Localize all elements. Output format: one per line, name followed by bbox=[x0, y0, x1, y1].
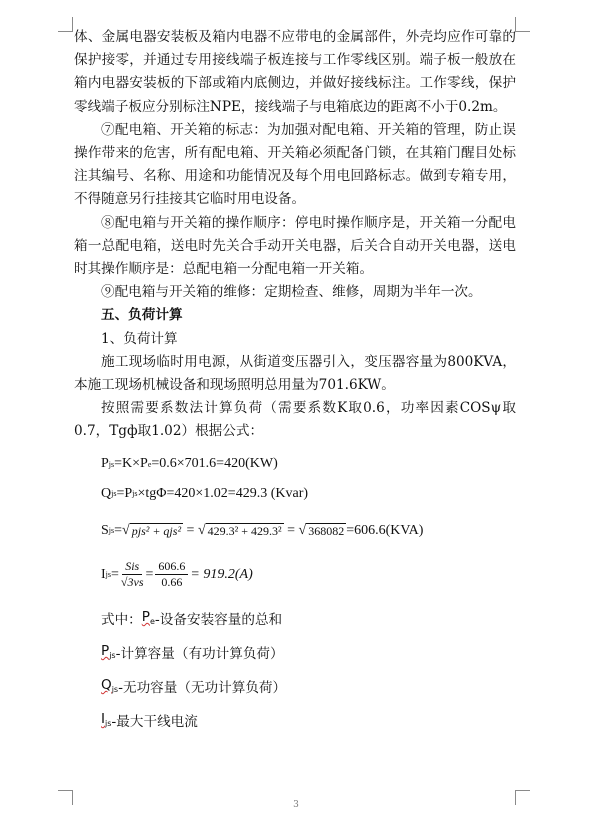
paragraph-box-marking: ⑦配电箱、开关箱的标志：为加强对配电箱、开关箱的管理，防止误操作带来的危害，所有配电箱、开关箱必须配备门锁，在其箱门醒目处标注其编号、名称、用途和功能情况及每个用电回路标志。做到专箱专用，不得随意另行挂接其它临时用电设备。 bbox=[74, 121, 516, 208]
formula-pjs-lhs: P bbox=[101, 456, 109, 472]
formula-sjs-sqrt2: 429.3² + 429.3² bbox=[207, 523, 282, 538]
formula-sjs-lhs: S bbox=[101, 522, 109, 538]
formula-qjs-lhs: Q bbox=[101, 485, 112, 501]
definition-ijs bbox=[74, 703, 516, 737]
fraction-2-numerator: 606.6 bbox=[155, 559, 188, 575]
definition-pe-symbol: $P_e$ bbox=[141, 609, 155, 627]
formula-pjs-rhs1-sub: e bbox=[147, 459, 152, 469]
definition-pjs-text: -计算容量（有功计算负荷） bbox=[115, 645, 284, 662]
formula-ijs-result: = 919.2(A) bbox=[190, 566, 253, 582]
fraction-1-denominator: √3vs bbox=[120, 575, 144, 590]
definition-ijs-text: -最大干线电流 bbox=[111, 713, 198, 730]
formula-ijs-eq: = bbox=[111, 566, 119, 582]
fraction-1-numerator: Sis bbox=[122, 559, 142, 575]
sqrt-sign-icon: √ bbox=[122, 522, 130, 538]
paragraph-maintenance: ⑨配电箱与开关箱的维修：定期检查、维修，周期为半年一次。 bbox=[101, 284, 482, 301]
formula-qjs-lhs-sub: js bbox=[111, 489, 117, 499]
formula-pjs-lhs-sub: js bbox=[108, 459, 115, 469]
paragraph-operation-order: ⑧配电箱与开关箱的操作顺序：停电时操作顺序是，开关箱一分配电箱一总配电箱，送电时先关合手动开关电器，后关合自动开关电器，送电时其操作顺序是：总配电箱一分配电箱一开关箱。 bbox=[74, 214, 516, 278]
page-number: 3 bbox=[293, 800, 299, 810]
paragraph-grounding: 体、金属电器安装板及箱内电器不应带电的金属部件，外壳均应作可靠的保护接零，并通过专用接线端子板连接与工作零线区别。端子板一般放在箱内电器安装板的下部或箱内底侧边，并做好接线标注。工作零线，保护零线端子板应分别标注NPE，接线端子与电箱底边的距离不小于0.2m。 bbox=[74, 29, 516, 115]
fraction-2 bbox=[155, 559, 188, 590]
sqrt-sign-icon: √ bbox=[197, 522, 206, 538]
definition-pjs bbox=[74, 635, 516, 669]
formula-ijs bbox=[74, 553, 516, 597]
paragraph-method: 按照需要系数法计算负荷（需要系数K取0.6，功率因素COSψ取0.7，Tgф取1.02）根据公式： bbox=[74, 400, 516, 440]
formula-sjs-eq: = bbox=[114, 522, 123, 538]
subsection-heading: 1、负荷计算 bbox=[101, 330, 178, 347]
document-page bbox=[74, 26, 516, 737]
definition-qjs bbox=[74, 669, 516, 703]
formula-qjs bbox=[74, 479, 516, 509]
equals-sign-2: = bbox=[283, 522, 299, 538]
equals-sign-1: = bbox=[183, 522, 198, 538]
formula-sjs-result: =606.6(KVA) bbox=[346, 522, 424, 538]
definition-ijs-symbol: $I_{js}$ bbox=[101, 711, 112, 729]
definition-pjs-symbol: $P_{js}$ bbox=[101, 643, 116, 661]
sqrt-sign-icon: √ bbox=[298, 522, 307, 538]
crop-mark-top-left bbox=[58, 17, 73, 32]
formula-sjs-lhs-sub: js bbox=[108, 526, 115, 536]
definition-prefix: 式中： bbox=[101, 611, 142, 628]
formula-sjs-sqrt1: pjs² + qjs² bbox=[131, 523, 182, 538]
definition-pe bbox=[74, 601, 516, 635]
formula-qjs-rhs2: ×tgΦ=420×1.02=429.3 (Kvar) bbox=[137, 485, 309, 501]
definition-qjs-symbol: $Q_{js}$ bbox=[101, 677, 119, 695]
definition-pe-text: -设备安装容量的总和 bbox=[154, 611, 283, 628]
fraction-1 bbox=[121, 559, 144, 590]
formula-qjs-rhs1-sub: js bbox=[132, 489, 138, 499]
crop-mark-top-right bbox=[515, 17, 530, 32]
formula-sjs-sqrt3: 368082 bbox=[308, 523, 345, 538]
paragraph-power-source: 施工现场临时用电源，从街道变压器引入，变压器容量为800KVA，本施工现场机械设备和现场照明总用量为701.6KW。 bbox=[74, 353, 516, 394]
equals-sign-3: = bbox=[145, 566, 154, 582]
fraction-2-denominator: 0.66 bbox=[161, 575, 183, 590]
formula-pjs-rhs2: =0.6×701.6=420(KW) bbox=[151, 456, 278, 472]
definition-qjs-text: -无功容量（无功计算负荷） bbox=[118, 679, 287, 696]
formula-qjs-rhs1: =P bbox=[116, 485, 133, 501]
formula-pjs bbox=[74, 450, 516, 479]
formula-ijs-lhs: I bbox=[101, 566, 106, 582]
formula-sjs bbox=[74, 511, 516, 551]
formula-ijs-lhs-sub: js bbox=[105, 570, 112, 580]
section-heading: 五、负荷计算 bbox=[101, 307, 183, 324]
formula-pjs-rhs1: =K×P bbox=[114, 456, 148, 472]
